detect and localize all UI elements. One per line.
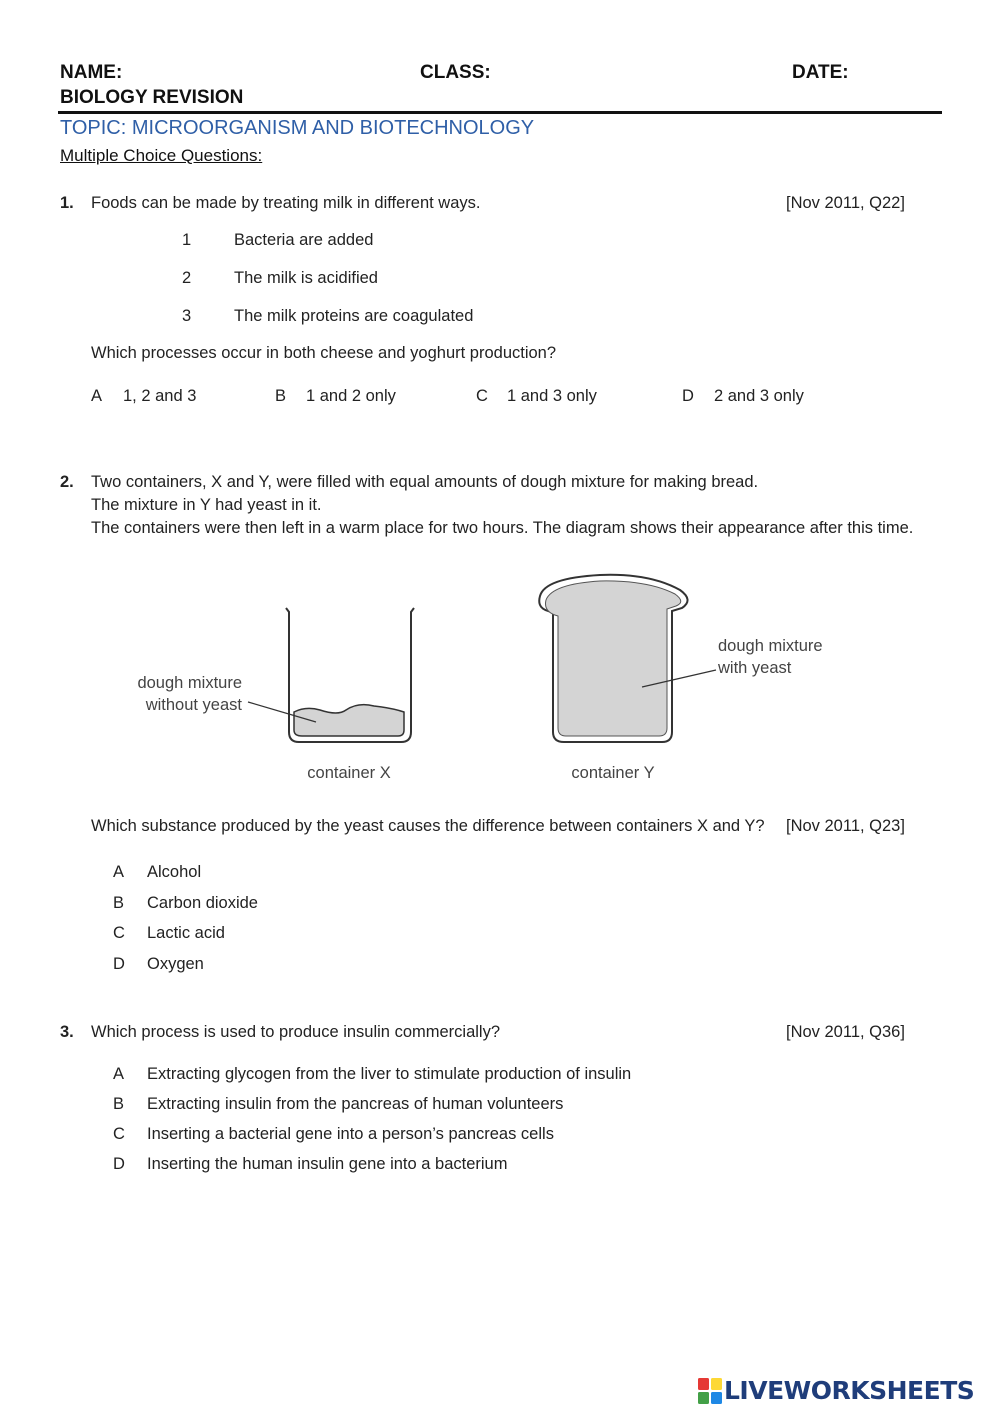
- dough-with-yeast: [546, 581, 681, 736]
- q2-number: 2.: [60, 473, 74, 491]
- option-letter: D: [113, 1155, 125, 1173]
- q1-option-a[interactable]: [91, 387, 196, 406]
- name-label: NAME:: [60, 62, 123, 83]
- label-y-line1: dough mixture: [718, 637, 823, 655]
- label-y-line2: with yeast: [718, 659, 792, 677]
- q1-statement: The milk is acidified: [234, 269, 378, 287]
- date-label: DATE:: [792, 62, 849, 83]
- container-y: [539, 575, 716, 742]
- option-text: Lactic acid: [147, 924, 225, 942]
- q1-option-d[interactable]: [682, 387, 804, 406]
- option-text: Alcohol: [147, 863, 202, 881]
- header-divider: [58, 111, 942, 114]
- subject-title: BIOLOGY REVISION: [60, 87, 244, 108]
- q1-option-c[interactable]: [476, 387, 597, 406]
- option-text: Carbon dioxide: [147, 894, 258, 912]
- option-text: Extracting insulin from the pancreas of human volunteers: [147, 1095, 564, 1113]
- option-letter: B: [113, 894, 125, 912]
- option-letter: B: [113, 1095, 125, 1113]
- liveworksheets-logo[interactable]: [698, 1376, 974, 1405]
- q1-statement-number: 2: [182, 269, 192, 287]
- option-text: 1, 2 and 3: [123, 387, 197, 405]
- q1-option-b[interactable]: [275, 387, 396, 406]
- option-letter: A: [113, 863, 125, 881]
- option-letter: D: [113, 955, 125, 973]
- option-text: 1 and 2 only: [306, 387, 396, 405]
- containers-diagram: [0, 560, 1000, 795]
- option-letter: C: [113, 1125, 125, 1143]
- topic-title: TOPIC: MICROORGANISM AND BIOTECHNOLOGY: [60, 117, 535, 139]
- q3-option-b[interactable]: [113, 1095, 563, 1114]
- option-letter: C: [113, 924, 125, 942]
- q3-option-d[interactable]: [113, 1155, 507, 1174]
- class-label: CLASS:: [420, 62, 491, 83]
- q3-option-c[interactable]: [113, 1125, 554, 1144]
- section-title: Multiple Choice Questions:: [60, 146, 263, 165]
- q1-reference: [Nov 2011, Q22]: [786, 194, 905, 212]
- q2-option-c[interactable]: [113, 924, 225, 943]
- q2-option-d[interactable]: [113, 955, 204, 974]
- caption-container-x: container X: [307, 764, 391, 782]
- q3-option-a[interactable]: [113, 1065, 631, 1084]
- option-letter: C: [476, 387, 488, 405]
- q2-line: The mixture in Y had yeast in it.: [91, 496, 322, 514]
- q2-reference: [Nov 2011, Q23]: [786, 817, 905, 835]
- q1-statement-number: 1: [182, 231, 192, 249]
- option-text: 1 and 3 only: [507, 387, 597, 405]
- q2-line: Two containers, X and Y, were filled with equal amounts of dough mixture for making bread.: [91, 473, 759, 491]
- option-text: Inserting a bacterial gene into a person’s pancreas cells: [147, 1125, 554, 1143]
- option-letter: A: [113, 1065, 125, 1083]
- q1-question: Which processes occur in both cheese and yoghurt production?: [91, 344, 557, 362]
- q1-statement-number: 3: [182, 307, 192, 325]
- q1-statement: The milk proteins are coagulated: [234, 307, 474, 325]
- container-x: [248, 608, 414, 742]
- q3-reference: [Nov 2011, Q36]: [786, 1023, 905, 1041]
- option-letter: D: [682, 387, 694, 405]
- logo-text: LIVEWORKSHEETS: [724, 1376, 975, 1405]
- option-letter: A: [91, 387, 103, 405]
- option-letter: B: [275, 387, 287, 405]
- q2-option-a[interactable]: [113, 863, 201, 882]
- option-text: Oxygen: [147, 955, 204, 973]
- logo-blocks-icon: [698, 1378, 722, 1404]
- q2-option-b[interactable]: [113, 894, 258, 913]
- q1-statement: Bacteria are added: [234, 231, 374, 249]
- q1-number: 1.: [60, 194, 74, 212]
- q2-line: The containers were then left in a warm place for two hours. The diagram shows their appearance after this time.: [91, 519, 914, 537]
- q3-number: 3.: [60, 1023, 74, 1041]
- q1-text: Foods can be made by treating milk in different ways.: [91, 194, 481, 212]
- label-x-line1: dough mixture: [137, 674, 242, 692]
- label-x-line2: without yeast: [145, 696, 242, 714]
- q3-text: Which process is used to produce insulin commercially?: [91, 1023, 501, 1041]
- option-text: 2 and 3 only: [714, 387, 804, 405]
- q2-question: Which substance produced by the yeast causes the difference between containers X and Y?: [91, 817, 765, 835]
- option-text: Extracting glycogen from the liver to stimulate production of insulin: [147, 1065, 632, 1083]
- option-text: Inserting the human insulin gene into a bacterium: [147, 1155, 508, 1173]
- caption-container-y: container Y: [571, 764, 655, 782]
